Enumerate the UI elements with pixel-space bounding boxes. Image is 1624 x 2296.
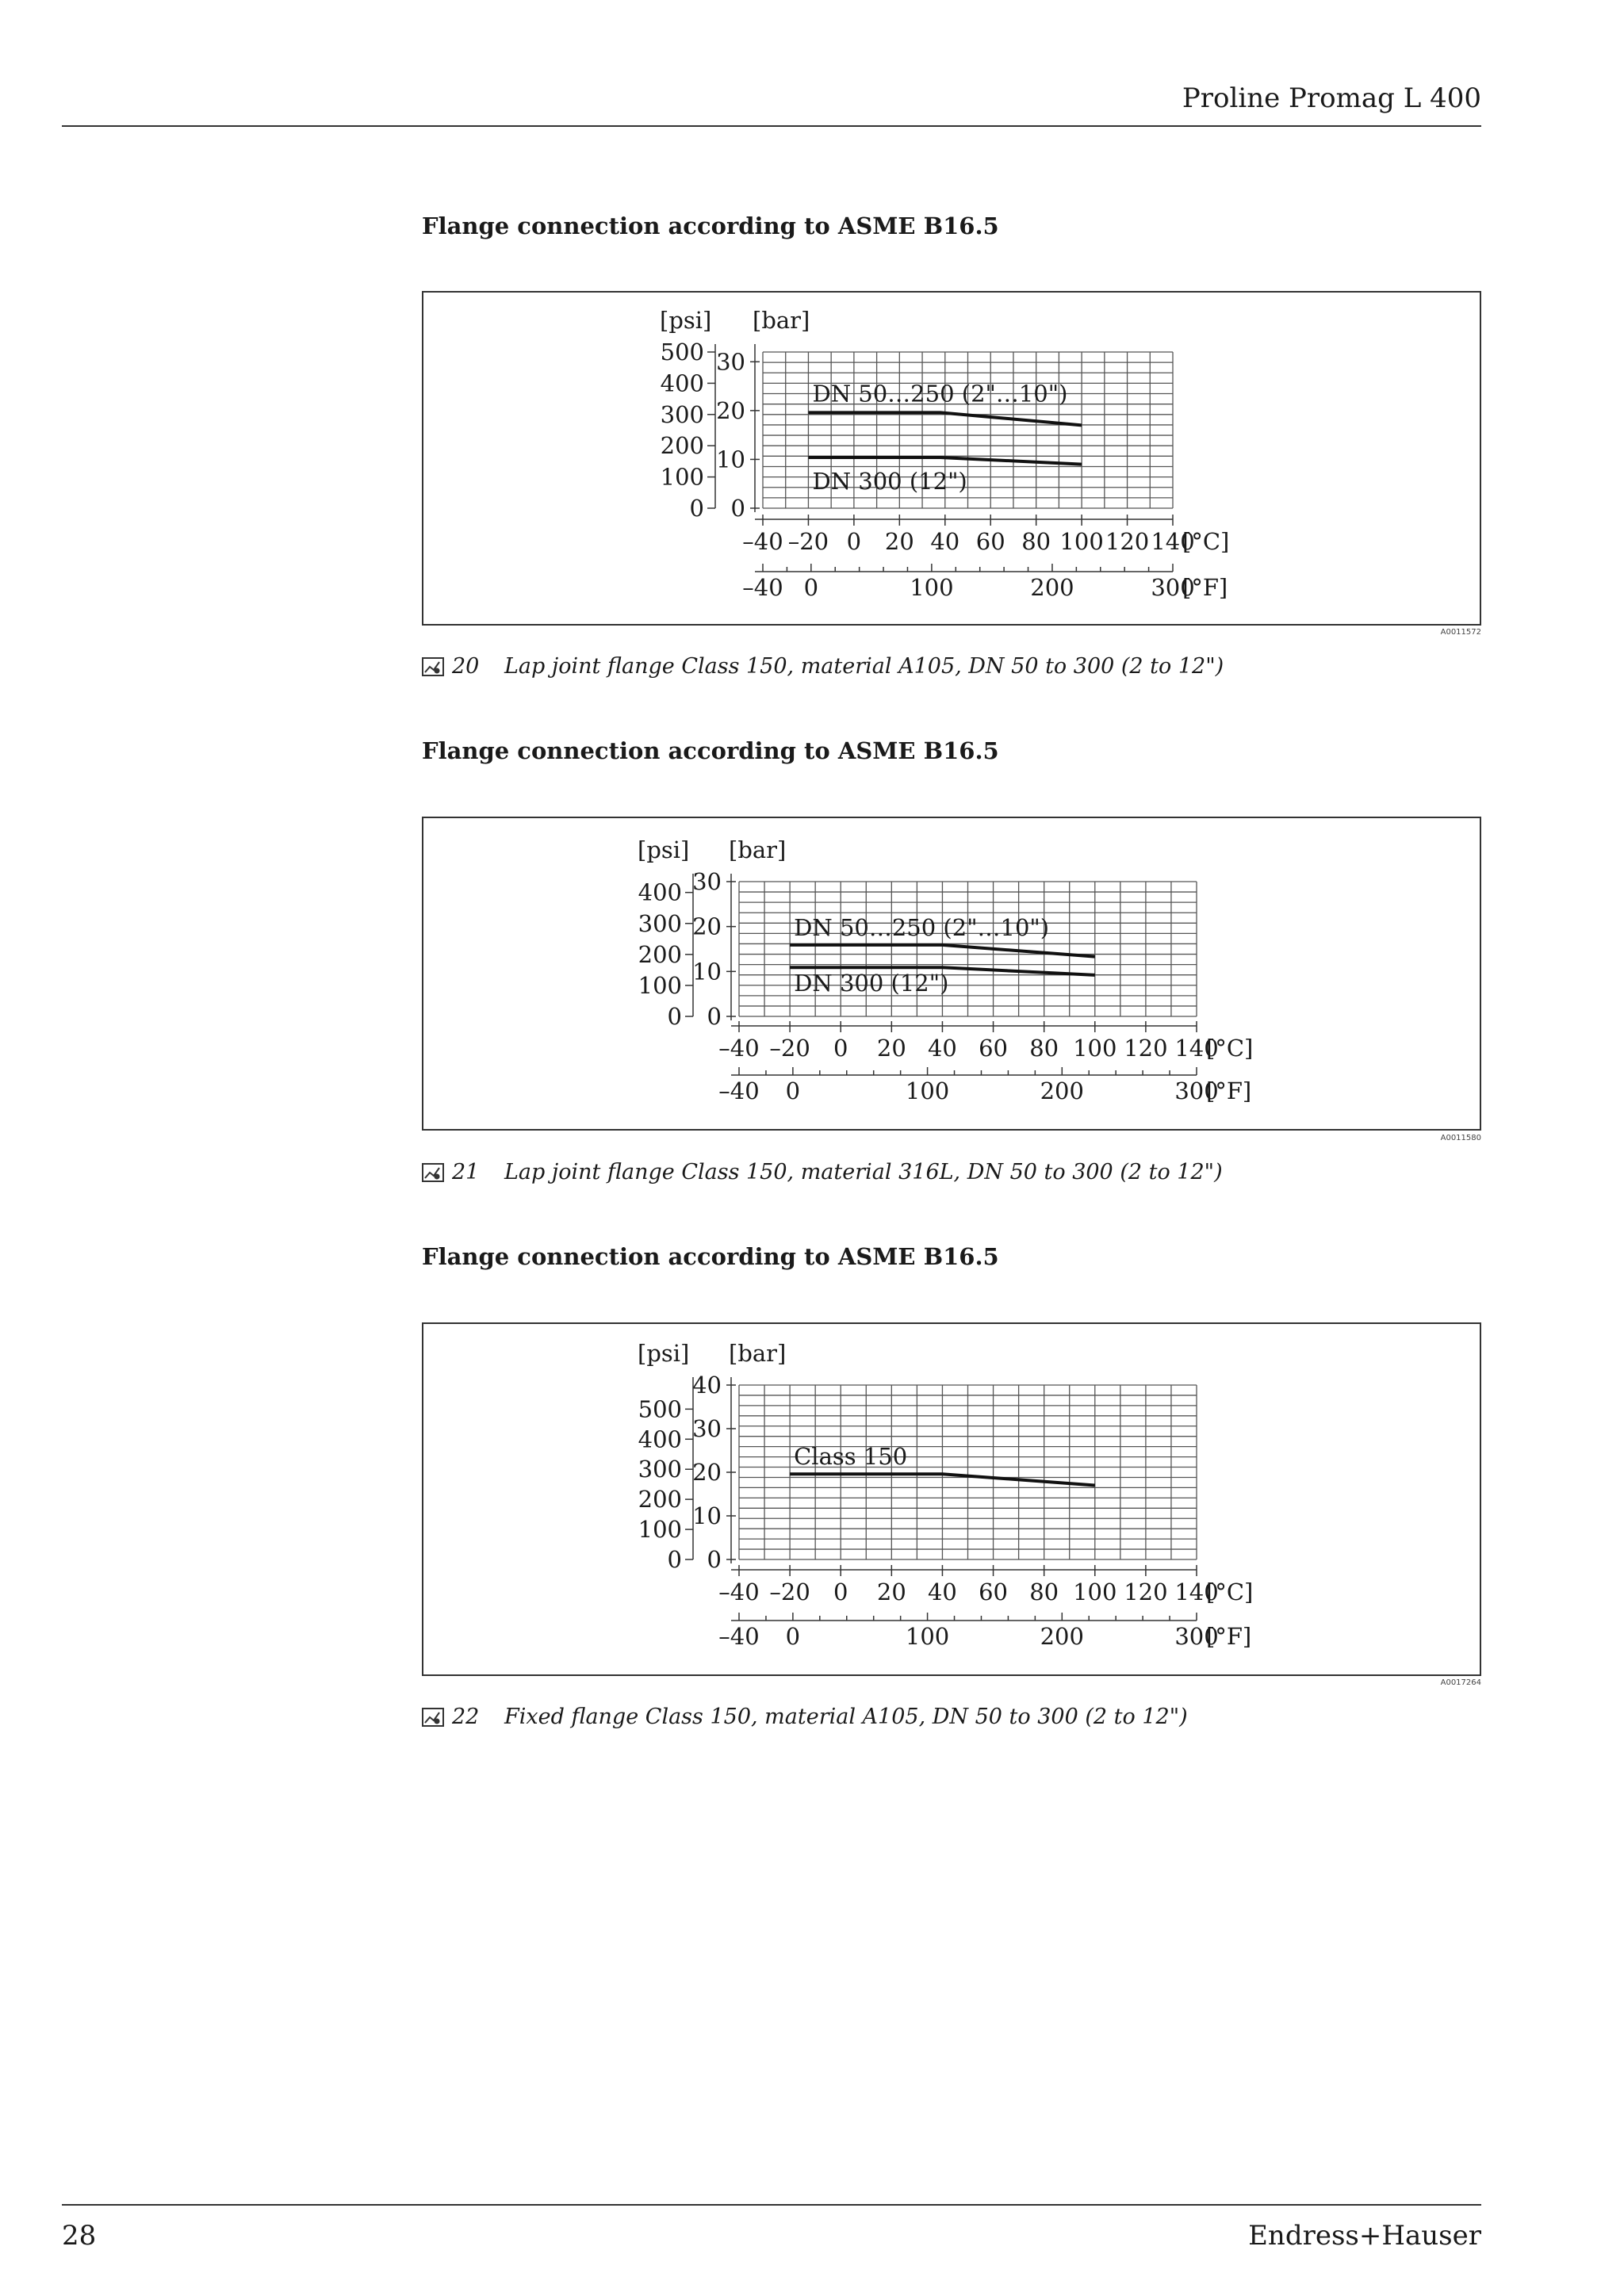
celsius-tick-label: 120 <box>1105 528 1150 555</box>
fahrenheit-tick-label: –40 <box>718 1623 760 1650</box>
figure-icon <box>422 1163 444 1182</box>
bar-tick-label: 10 <box>716 446 745 473</box>
celsius-tick-label: 100 <box>1059 528 1104 555</box>
figure-code: A0011580 <box>1440 1134 1481 1142</box>
celsius-tick-label: 80 <box>1029 1578 1059 1605</box>
caption-number: 21 <box>452 1160 480 1184</box>
celsius-tick-label: 60 <box>975 528 1005 555</box>
pressure-temperature-chart <box>423 293 1483 627</box>
celsius-tick-label: –40 <box>742 528 783 555</box>
celsius-tick-label: 140 <box>1174 1035 1219 1062</box>
bar-tick-label: 0 <box>730 495 745 522</box>
celsius-tick-label: 40 <box>927 1578 957 1605</box>
celsius-tick-label: 20 <box>876 1035 906 1062</box>
figure-code: A0011572 <box>1440 628 1481 637</box>
celsius-unit-label: [°C] <box>1206 1578 1254 1605</box>
fahrenheit-tick-label: 200 <box>1040 1623 1084 1650</box>
series-label: DN 50…250 (2"…10") <box>812 380 1068 408</box>
figure-caption <box>422 654 1224 679</box>
celsius-tick-label: 80 <box>1021 528 1051 555</box>
series-label: Class 150 <box>794 1443 908 1471</box>
psi-tick-label: 100 <box>660 463 704 491</box>
fahrenheit-tick-label: 0 <box>803 574 819 601</box>
fahrenheit-tick-label: 300 <box>1174 1077 1219 1104</box>
psi-tick-label: 0 <box>667 1546 682 1573</box>
bar-tick-label: 20 <box>716 396 745 424</box>
psi-tick-label: 200 <box>638 1486 682 1513</box>
fahrenheit-tick-label: 200 <box>1040 1077 1084 1104</box>
bar-tick-label: 30 <box>716 348 745 376</box>
bar-tick-label: 10 <box>692 958 722 985</box>
psi-tick-label: 500 <box>638 1395 682 1423</box>
celsius-tick-label: –20 <box>769 1035 810 1062</box>
caption-text: Lap joint flange Class 150, material A105, DN 50 to 300 (2 to 12") <box>504 654 1224 679</box>
chart-frame <box>422 291 1481 626</box>
figure-icon <box>422 657 444 676</box>
psi-tick-label: 400 <box>638 878 682 906</box>
series-label: DN 50…250 (2"…10") <box>794 913 1050 941</box>
document-title: Proline Promag L 400 <box>1182 82 1481 114</box>
fahrenheit-tick-label: 0 <box>785 1623 801 1650</box>
fahrenheit-tick-label: 100 <box>905 1077 950 1104</box>
brand-name: Endress+Hauser <box>1248 2220 1481 2252</box>
psi-tick-label: 400 <box>660 369 704 397</box>
bar-tick-label: 10 <box>692 1502 722 1529</box>
celsius-tick-label: 100 <box>1073 1035 1117 1062</box>
psi-tick-label: 200 <box>638 940 682 968</box>
fahrenheit-tick-label: 100 <box>910 574 954 601</box>
bar-axis-label: [bar] <box>729 1340 787 1367</box>
celsius-tick-label: –20 <box>787 528 829 555</box>
section-heading: Flange connection according to ASME B16.5 <box>422 737 999 764</box>
series-label: DN 300 (12") <box>794 970 949 997</box>
figure-caption <box>422 1705 1188 1729</box>
chart-frame <box>422 1322 1481 1676</box>
bar-tick-label: 20 <box>692 1459 722 1486</box>
fahrenheit-tick-label: 200 <box>1030 574 1074 601</box>
celsius-unit-label: [°C] <box>1206 1035 1254 1062</box>
celsius-tick-label: 60 <box>979 1035 1009 1062</box>
page-number: 28 <box>62 2220 97 2252</box>
figure-code: A0017264 <box>1440 1678 1481 1687</box>
bar-tick-label: 30 <box>692 1415 722 1442</box>
psi-tick-label: 0 <box>689 495 704 522</box>
celsius-tick-label: 20 <box>884 528 914 555</box>
figure-caption <box>422 1160 1223 1184</box>
chart-frame <box>422 817 1481 1131</box>
celsius-tick-label: 40 <box>927 1035 957 1062</box>
celsius-tick-label: 0 <box>833 1578 848 1605</box>
caption-text: Lap joint flange Class 150, material 316L, DN 50 to 300 (2 to 12") <box>504 1160 1223 1184</box>
celsius-tick-label: –20 <box>769 1578 810 1605</box>
celsius-unit-label: [°C] <box>1182 528 1230 555</box>
celsius-tick-label: 0 <box>846 528 862 555</box>
psi-tick-label: 400 <box>638 1425 682 1453</box>
fahrenheit-unit-label: [°F] <box>1206 1623 1252 1650</box>
fahrenheit-tick-label: 300 <box>1151 574 1195 601</box>
series-label: DN 300 (12") <box>812 467 967 495</box>
pressure-temperature-chart <box>423 818 1483 1132</box>
psi-tick-label: 300 <box>638 1456 682 1483</box>
fahrenheit-tick-label: 100 <box>905 1623 950 1650</box>
bar-tick-label: 20 <box>692 913 722 940</box>
caption-number: 22 <box>452 1705 480 1729</box>
fahrenheit-tick-label: 300 <box>1174 1623 1219 1650</box>
fahrenheit-tick-label: –40 <box>718 1077 760 1104</box>
caption-number: 20 <box>452 654 480 679</box>
header-rule <box>62 125 1481 127</box>
bar-tick-label: 30 <box>692 868 722 895</box>
celsius-tick-label: 140 <box>1151 528 1195 555</box>
psi-tick-label: 100 <box>638 1516 682 1544</box>
celsius-tick-label: –40 <box>718 1578 760 1605</box>
celsius-tick-label: 100 <box>1073 1578 1117 1605</box>
bar-axis-label: [bar] <box>753 307 810 334</box>
psi-tick-label: 300 <box>660 400 704 428</box>
fahrenheit-unit-label: [°F] <box>1182 574 1228 601</box>
psi-axis-label: [psi] <box>638 836 690 863</box>
section-heading: Flange connection according to ASME B16.5 <box>422 1243 999 1270</box>
bar-tick-label: 0 <box>707 1546 722 1573</box>
fahrenheit-tick-label: –40 <box>742 574 783 601</box>
celsius-tick-label: 140 <box>1174 1578 1219 1605</box>
celsius-tick-label: 20 <box>876 1578 906 1605</box>
celsius-tick-label: 40 <box>930 528 960 555</box>
fahrenheit-unit-label: [°F] <box>1206 1077 1252 1104</box>
psi-tick-label: 200 <box>660 432 704 460</box>
figure-icon <box>422 1708 444 1727</box>
psi-tick-label: 300 <box>638 909 682 937</box>
celsius-tick-label: 60 <box>979 1578 1009 1605</box>
bar-axis-label: [bar] <box>729 836 787 863</box>
psi-tick-label: 100 <box>638 971 682 999</box>
bar-tick-label: 40 <box>692 1372 722 1399</box>
caption-text: Fixed flange Class 150, material A105, DN 50 to 300 (2 to 12") <box>504 1705 1188 1729</box>
psi-axis-label: [psi] <box>660 307 712 334</box>
celsius-tick-label: 120 <box>1124 1035 1168 1062</box>
psi-tick-label: 500 <box>660 339 704 365</box>
psi-tick-label: 0 <box>667 1003 682 1030</box>
psi-axis-label: [psi] <box>638 1340 690 1367</box>
pressure-temperature-chart <box>423 1324 1483 1678</box>
celsius-tick-label: –40 <box>718 1035 760 1062</box>
bar-tick-label: 0 <box>707 1003 722 1030</box>
celsius-tick-label: 120 <box>1124 1578 1168 1605</box>
celsius-tick-label: 0 <box>833 1035 848 1062</box>
celsius-tick-label: 80 <box>1029 1035 1059 1062</box>
section-heading: Flange connection according to ASME B16.5 <box>422 212 999 239</box>
fahrenheit-tick-label: 0 <box>785 1077 801 1104</box>
footer-rule <box>62 2204 1481 2206</box>
